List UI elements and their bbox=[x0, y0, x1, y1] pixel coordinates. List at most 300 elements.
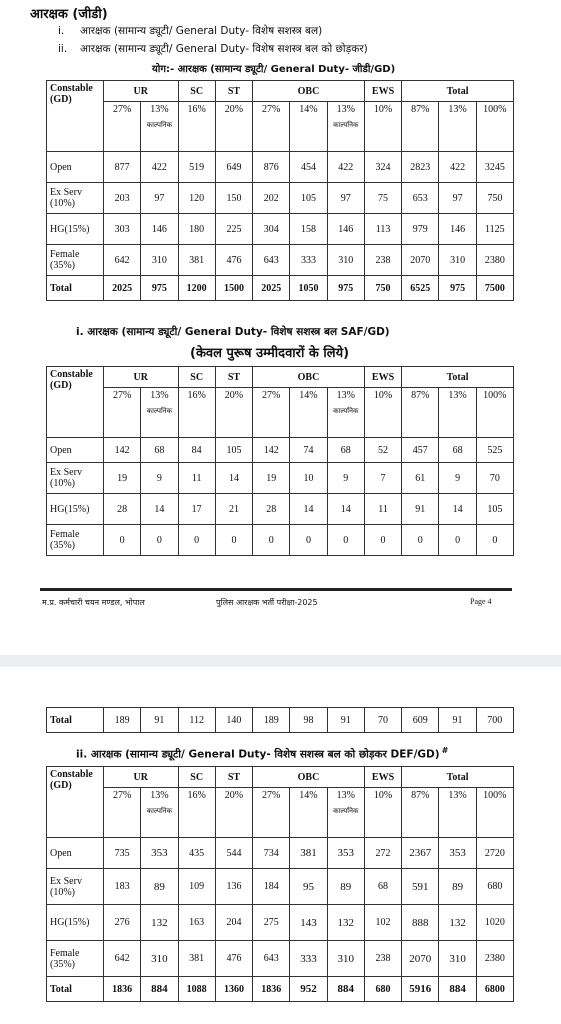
value-cell: 884 bbox=[439, 977, 476, 1002]
value-cell: 150 bbox=[215, 183, 252, 214]
value-cell: 132 bbox=[327, 905, 364, 941]
value-cell: 877 bbox=[104, 152, 141, 183]
value-cell: 310 bbox=[327, 941, 364, 977]
value-cell: 91 bbox=[439, 708, 476, 733]
value-cell: 68 bbox=[439, 438, 476, 463]
value-cell: 84 bbox=[178, 438, 215, 463]
percent-row bbox=[47, 788, 514, 838]
value-cell: 158 bbox=[290, 214, 327, 245]
percent-cell bbox=[439, 788, 476, 838]
value-cell: 14 bbox=[141, 494, 178, 525]
percent-cell bbox=[104, 788, 141, 838]
total-row bbox=[47, 708, 514, 733]
group-header: Total bbox=[402, 81, 514, 102]
value-cell: 381 bbox=[290, 838, 327, 869]
value-cell: 28 bbox=[104, 494, 141, 525]
group-header: EWS bbox=[364, 367, 401, 388]
value-cell: 643 bbox=[253, 941, 290, 977]
value-cell: 225 bbox=[215, 214, 252, 245]
value-cell: 275 bbox=[253, 905, 290, 941]
value-cell: 184 bbox=[253, 869, 290, 905]
percent-value: 27% bbox=[262, 390, 281, 401]
value-cell: 91 bbox=[402, 494, 439, 525]
kalpanik-label: काल्पनिक bbox=[333, 407, 359, 415]
value-cell: 591 bbox=[402, 869, 439, 905]
value-cell: 21 bbox=[215, 494, 252, 525]
percent-cell bbox=[253, 102, 290, 152]
value-cell: 2380 bbox=[476, 941, 513, 977]
value-cell: 9 bbox=[327, 463, 364, 494]
value-cell: 1200 bbox=[178, 276, 215, 301]
value-cell: 9 bbox=[439, 463, 476, 494]
table-row bbox=[47, 525, 514, 556]
percent-value: 13% bbox=[150, 104, 169, 115]
value-cell: 89 bbox=[327, 869, 364, 905]
percent-cell bbox=[327, 388, 364, 438]
value-cell: 14 bbox=[327, 494, 364, 525]
percent-cell bbox=[402, 388, 439, 438]
percent-cell bbox=[215, 102, 252, 152]
value-cell: 272 bbox=[364, 838, 401, 869]
value-cell: 1836 bbox=[104, 977, 141, 1002]
page-gap bbox=[0, 655, 561, 667]
value-cell: 146 bbox=[439, 214, 476, 245]
value-cell: 6800 bbox=[476, 977, 513, 1002]
value-cell: 324 bbox=[364, 152, 401, 183]
value-cell: 189 bbox=[253, 708, 290, 733]
intro-item-1 bbox=[58, 24, 322, 38]
percent-value: 10% bbox=[373, 104, 393, 115]
value-cell: 310 bbox=[141, 941, 178, 977]
percent-cell bbox=[476, 788, 513, 838]
value-cell: 476 bbox=[215, 245, 252, 276]
percent-cell bbox=[439, 102, 476, 152]
percent-value: 13% bbox=[448, 104, 467, 115]
header-row bbox=[47, 81, 514, 102]
value-cell: 454 bbox=[290, 152, 327, 183]
value-cell: 14 bbox=[290, 494, 327, 525]
row-label: Female (35%) bbox=[47, 245, 104, 276]
value-cell: 132 bbox=[141, 905, 178, 941]
percent-cell bbox=[253, 788, 290, 838]
section-ii-title-text: ii. आरक्षक (सामान्य ड्यूटी/ General Duty- विशेष सशस्त्र बल को छोड़कर DEF/GD) bbox=[76, 748, 440, 761]
intro-item-number: ii. bbox=[58, 43, 68, 55]
row-label: Total bbox=[47, 708, 104, 733]
percent-cell bbox=[215, 388, 252, 438]
group-header: SC bbox=[178, 767, 215, 788]
value-cell: 189 bbox=[104, 708, 141, 733]
value-cell: 303 bbox=[104, 214, 141, 245]
row-label: Total bbox=[47, 276, 104, 301]
value-cell: 642 bbox=[104, 941, 141, 977]
total-row bbox=[47, 977, 514, 1002]
group-header: OBC bbox=[253, 367, 365, 388]
value-cell: 310 bbox=[327, 245, 364, 276]
value-cell: 1500 bbox=[215, 276, 252, 301]
percent-cell bbox=[327, 102, 364, 152]
value-cell: 0 bbox=[364, 525, 401, 556]
percent-cell bbox=[402, 102, 439, 152]
value-cell: 310 bbox=[141, 245, 178, 276]
percent-row bbox=[47, 102, 514, 152]
group-header: SC bbox=[178, 81, 215, 102]
value-cell: 6525 bbox=[402, 276, 439, 301]
percent-value: 13% bbox=[150, 790, 169, 801]
percent-cell bbox=[104, 388, 141, 438]
percent-value: 13% bbox=[448, 790, 467, 801]
percent-cell bbox=[253, 388, 290, 438]
value-cell: 28 bbox=[253, 494, 290, 525]
value-cell: 7500 bbox=[476, 276, 513, 301]
value-cell: 3245 bbox=[476, 152, 513, 183]
percent-cell bbox=[364, 388, 401, 438]
table-row bbox=[47, 183, 514, 214]
value-cell: 653 bbox=[402, 183, 439, 214]
group-header: Total bbox=[402, 767, 514, 788]
table-row bbox=[47, 438, 514, 463]
value-cell: 180 bbox=[178, 214, 215, 245]
group-header: ST bbox=[215, 367, 252, 388]
value-cell: 105 bbox=[476, 494, 513, 525]
percent-value: 100% bbox=[483, 790, 507, 801]
group-header: Total bbox=[402, 367, 514, 388]
value-cell: 353 bbox=[439, 838, 476, 869]
percent-value: 16% bbox=[187, 790, 206, 801]
value-cell: 89 bbox=[141, 869, 178, 905]
percent-value: 16% bbox=[187, 390, 206, 401]
saf-total-row-table bbox=[46, 707, 514, 733]
percent-cell bbox=[290, 102, 327, 152]
intro-item-2 bbox=[58, 42, 368, 56]
value-cell: 70 bbox=[476, 463, 513, 494]
value-cell: 700 bbox=[476, 708, 513, 733]
value-cell: 91 bbox=[327, 708, 364, 733]
percent-value: 14% bbox=[299, 104, 318, 115]
page-heading: आरक्षक (जीडी) bbox=[30, 7, 108, 22]
percent-cell bbox=[327, 788, 364, 838]
value-cell: 136 bbox=[215, 869, 252, 905]
value-cell: 353 bbox=[327, 838, 364, 869]
value-cell: 422 bbox=[327, 152, 364, 183]
value-cell: 163 bbox=[178, 905, 215, 941]
value-cell: 0 bbox=[141, 525, 178, 556]
value-cell: 9 bbox=[141, 463, 178, 494]
value-cell: 952 bbox=[290, 977, 327, 1002]
value-cell: 11 bbox=[178, 463, 215, 494]
table-row bbox=[47, 941, 514, 977]
percent-row bbox=[47, 388, 514, 438]
value-cell: 132 bbox=[439, 905, 476, 941]
constable-header: Constable (GD) bbox=[47, 81, 104, 152]
value-cell: 11 bbox=[364, 494, 401, 525]
percent-value: 10% bbox=[373, 390, 393, 401]
percent-value: 20% bbox=[224, 104, 244, 115]
percent-cell bbox=[476, 388, 513, 438]
row-label: HG(15%) bbox=[47, 905, 104, 941]
table-row bbox=[47, 245, 514, 276]
value-cell: 680 bbox=[476, 869, 513, 905]
percent-cell bbox=[178, 388, 215, 438]
value-cell: 422 bbox=[141, 152, 178, 183]
footer-center: पुलिस आरक्षक भर्ती परीक्षा-2025 bbox=[216, 598, 318, 607]
value-cell: 435 bbox=[178, 838, 215, 869]
saf-vacancy-table bbox=[46, 366, 514, 556]
value-cell: 1125 bbox=[476, 214, 513, 245]
percent-cell bbox=[290, 388, 327, 438]
group-header: ST bbox=[215, 81, 252, 102]
intro-item-text: आरक्षक (सामान्य ड्यूटी/ General Duty- विशेष सशस्त्र बल को छोड़कर) bbox=[80, 43, 368, 55]
value-cell: 74 bbox=[290, 438, 327, 463]
value-cell: 142 bbox=[253, 438, 290, 463]
group-header: OBC bbox=[253, 767, 365, 788]
value-cell: 183 bbox=[104, 869, 141, 905]
value-cell: 888 bbox=[402, 905, 439, 941]
value-cell: 52 bbox=[364, 438, 401, 463]
kalpanik-label: काल्पनिक bbox=[333, 807, 359, 815]
value-cell: 89 bbox=[439, 869, 476, 905]
footer-page: Page 4 bbox=[470, 597, 492, 606]
value-cell: 14 bbox=[439, 494, 476, 525]
row-label: Female (35%) bbox=[47, 525, 104, 556]
group-header: UR bbox=[104, 367, 179, 388]
group-header: OBC bbox=[253, 81, 365, 102]
row-label: Open bbox=[47, 438, 104, 463]
percent-value: 87% bbox=[411, 390, 430, 401]
value-cell: 0 bbox=[402, 525, 439, 556]
value-cell: 649 bbox=[215, 152, 252, 183]
row-label: Ex Serv (10%) bbox=[47, 183, 104, 214]
value-cell: 61 bbox=[402, 463, 439, 494]
value-cell: 310 bbox=[439, 941, 476, 977]
value-cell: 91 bbox=[141, 708, 178, 733]
value-cell: 75 bbox=[364, 183, 401, 214]
kalpanik-label: काल्पनिक bbox=[333, 121, 359, 129]
percent-cell bbox=[439, 388, 476, 438]
percent-value: 27% bbox=[112, 104, 132, 115]
section-i-title: i. आरक्षक (सामान्य ड्यूटी/ General Duty- विशेष सशस्त्र बल SAF/GD) bbox=[76, 326, 390, 338]
value-cell: 70 bbox=[364, 708, 401, 733]
value-cell: 884 bbox=[141, 977, 178, 1002]
value-cell: 202 bbox=[253, 183, 290, 214]
value-cell: 422 bbox=[439, 152, 476, 183]
value-cell: 333 bbox=[290, 941, 327, 977]
percent-value: 27% bbox=[262, 790, 281, 801]
row-label: Ex Serv (10%) bbox=[47, 869, 104, 905]
intro-item-text: आरक्षक (सामान्य ड्यूटी/ General Duty- विशेष सशस्त्र बल) bbox=[80, 25, 323, 37]
value-cell: 519 bbox=[178, 152, 215, 183]
value-cell: 0 bbox=[439, 525, 476, 556]
value-cell: 113 bbox=[364, 214, 401, 245]
value-cell: 2720 bbox=[476, 838, 513, 869]
value-cell: 98 bbox=[290, 708, 327, 733]
value-cell: 97 bbox=[439, 183, 476, 214]
percent-cell bbox=[141, 788, 178, 838]
value-cell: 476 bbox=[215, 941, 252, 977]
value-cell: 68 bbox=[364, 869, 401, 905]
value-cell: 146 bbox=[327, 214, 364, 245]
total-vacancy-table bbox=[46, 80, 514, 301]
value-cell: 1088 bbox=[178, 977, 215, 1002]
value-cell: 105 bbox=[290, 183, 327, 214]
value-cell: 643 bbox=[253, 245, 290, 276]
value-cell: 680 bbox=[364, 977, 401, 1002]
percent-value: 20% bbox=[224, 390, 244, 401]
total-row bbox=[47, 276, 514, 301]
value-cell: 5916 bbox=[402, 977, 439, 1002]
value-cell: 203 bbox=[104, 183, 141, 214]
percent-value: 13% bbox=[150, 390, 169, 401]
section-ii-mark: # bbox=[441, 746, 449, 755]
value-cell: 19 bbox=[104, 463, 141, 494]
percent-cell bbox=[141, 388, 178, 438]
row-label: Ex Serv (10%) bbox=[47, 463, 104, 494]
value-cell: 609 bbox=[402, 708, 439, 733]
value-cell: 142 bbox=[104, 438, 141, 463]
value-cell: 68 bbox=[141, 438, 178, 463]
group-header: EWS bbox=[364, 767, 401, 788]
value-cell: 525 bbox=[476, 438, 513, 463]
table-row bbox=[47, 869, 514, 905]
group-header: UR bbox=[104, 767, 179, 788]
percent-value: 27% bbox=[112, 390, 132, 401]
value-cell: 735 bbox=[104, 838, 141, 869]
percent-value: 14% bbox=[299, 790, 318, 801]
percent-value: 14% bbox=[299, 390, 318, 401]
section-ii-title bbox=[76, 746, 448, 762]
value-cell: 304 bbox=[253, 214, 290, 245]
table-row bbox=[47, 838, 514, 869]
value-cell: 0 bbox=[253, 525, 290, 556]
percent-value: 13% bbox=[336, 390, 355, 401]
percent-value: 100% bbox=[483, 390, 507, 401]
value-cell: 884 bbox=[327, 977, 364, 1002]
percent-cell bbox=[104, 102, 141, 152]
value-cell: 975 bbox=[141, 276, 178, 301]
value-cell: 2025 bbox=[253, 276, 290, 301]
value-cell: 146 bbox=[141, 214, 178, 245]
value-cell: 112 bbox=[178, 708, 215, 733]
constable-header: Constable (GD) bbox=[47, 767, 104, 838]
percent-cell bbox=[476, 102, 513, 152]
value-cell: 2823 bbox=[402, 152, 439, 183]
percent-value: 87% bbox=[411, 790, 430, 801]
value-cell: 457 bbox=[402, 438, 439, 463]
group-header: EWS bbox=[364, 81, 401, 102]
value-cell: 105 bbox=[215, 438, 252, 463]
value-cell: 0 bbox=[327, 525, 364, 556]
percent-cell bbox=[364, 102, 401, 152]
percent-cell bbox=[290, 788, 327, 838]
footer-left: म.प्र. कर्मचारी चयन मण्डल, भोपाल bbox=[42, 598, 145, 607]
value-cell: 353 bbox=[141, 838, 178, 869]
value-cell: 0 bbox=[215, 525, 252, 556]
percent-cell bbox=[178, 102, 215, 152]
section-i-subtitle: (केवल पुरूष उम्मीदवारों के लिये) bbox=[190, 346, 350, 361]
percent-cell bbox=[141, 102, 178, 152]
value-cell: 143 bbox=[290, 905, 327, 941]
percent-cell bbox=[178, 788, 215, 838]
value-cell: 97 bbox=[327, 183, 364, 214]
percent-cell bbox=[402, 788, 439, 838]
value-cell: 876 bbox=[253, 152, 290, 183]
group-header: UR bbox=[104, 81, 179, 102]
kalpanik-label: काल्पनिक bbox=[146, 407, 173, 415]
value-cell: 975 bbox=[327, 276, 364, 301]
row-label: HG(15%) bbox=[47, 494, 104, 525]
value-cell: 97 bbox=[141, 183, 178, 214]
percent-value: 20% bbox=[224, 790, 244, 801]
value-cell: 109 bbox=[178, 869, 215, 905]
table-row bbox=[47, 152, 514, 183]
value-cell: 310 bbox=[439, 245, 476, 276]
row-label: Open bbox=[47, 152, 104, 183]
value-cell: 333 bbox=[290, 245, 327, 276]
percent-value: 16% bbox=[187, 104, 206, 115]
def-vacancy-table bbox=[46, 766, 514, 1002]
percent-value: 100% bbox=[483, 104, 507, 115]
value-cell: 642 bbox=[104, 245, 141, 276]
group-header: ST bbox=[215, 767, 252, 788]
group-header: SC bbox=[178, 367, 215, 388]
value-cell: 975 bbox=[439, 276, 476, 301]
value-cell: 10 bbox=[290, 463, 327, 494]
value-cell: 2025 bbox=[104, 276, 141, 301]
percent-value: 87% bbox=[411, 104, 430, 115]
row-label: Open bbox=[47, 838, 104, 869]
footer-divider bbox=[40, 588, 512, 591]
value-cell: 120 bbox=[178, 183, 215, 214]
constable-header: Constable (GD) bbox=[47, 367, 104, 438]
kalpanik-label: काल्पनिक bbox=[146, 807, 173, 815]
value-cell: 1050 bbox=[290, 276, 327, 301]
value-cell: 750 bbox=[476, 183, 513, 214]
kalpanik-label: काल्पनिक bbox=[146, 121, 173, 129]
percent-cell bbox=[364, 788, 401, 838]
percent-cell bbox=[215, 788, 252, 838]
value-cell: 2367 bbox=[402, 838, 439, 869]
value-cell: 140 bbox=[215, 708, 252, 733]
value-cell: 544 bbox=[215, 838, 252, 869]
value-cell: 1360 bbox=[215, 977, 252, 1002]
table-row bbox=[47, 214, 514, 245]
percent-value: 27% bbox=[112, 790, 132, 801]
row-label: HG(15%) bbox=[47, 214, 104, 245]
value-cell: 0 bbox=[476, 525, 513, 556]
value-cell: 2380 bbox=[476, 245, 513, 276]
value-cell: 238 bbox=[364, 941, 401, 977]
value-cell: 979 bbox=[402, 214, 439, 245]
percent-value: 13% bbox=[336, 790, 355, 801]
value-cell: 238 bbox=[364, 245, 401, 276]
value-cell: 276 bbox=[104, 905, 141, 941]
value-cell: 7 bbox=[364, 463, 401, 494]
value-cell: 734 bbox=[253, 838, 290, 869]
percent-value: 13% bbox=[336, 104, 355, 115]
value-cell: 204 bbox=[215, 905, 252, 941]
header-row bbox=[47, 767, 514, 788]
row-label: Total bbox=[47, 977, 104, 1002]
value-cell: 0 bbox=[178, 525, 215, 556]
value-cell: 1836 bbox=[253, 977, 290, 1002]
value-cell: 95 bbox=[290, 869, 327, 905]
value-cell: 2070 bbox=[402, 941, 439, 977]
value-cell: 68 bbox=[327, 438, 364, 463]
table-row bbox=[47, 905, 514, 941]
value-cell: 14 bbox=[215, 463, 252, 494]
percent-value: 10% bbox=[373, 790, 393, 801]
header-row bbox=[47, 367, 514, 388]
value-cell: 2070 bbox=[402, 245, 439, 276]
